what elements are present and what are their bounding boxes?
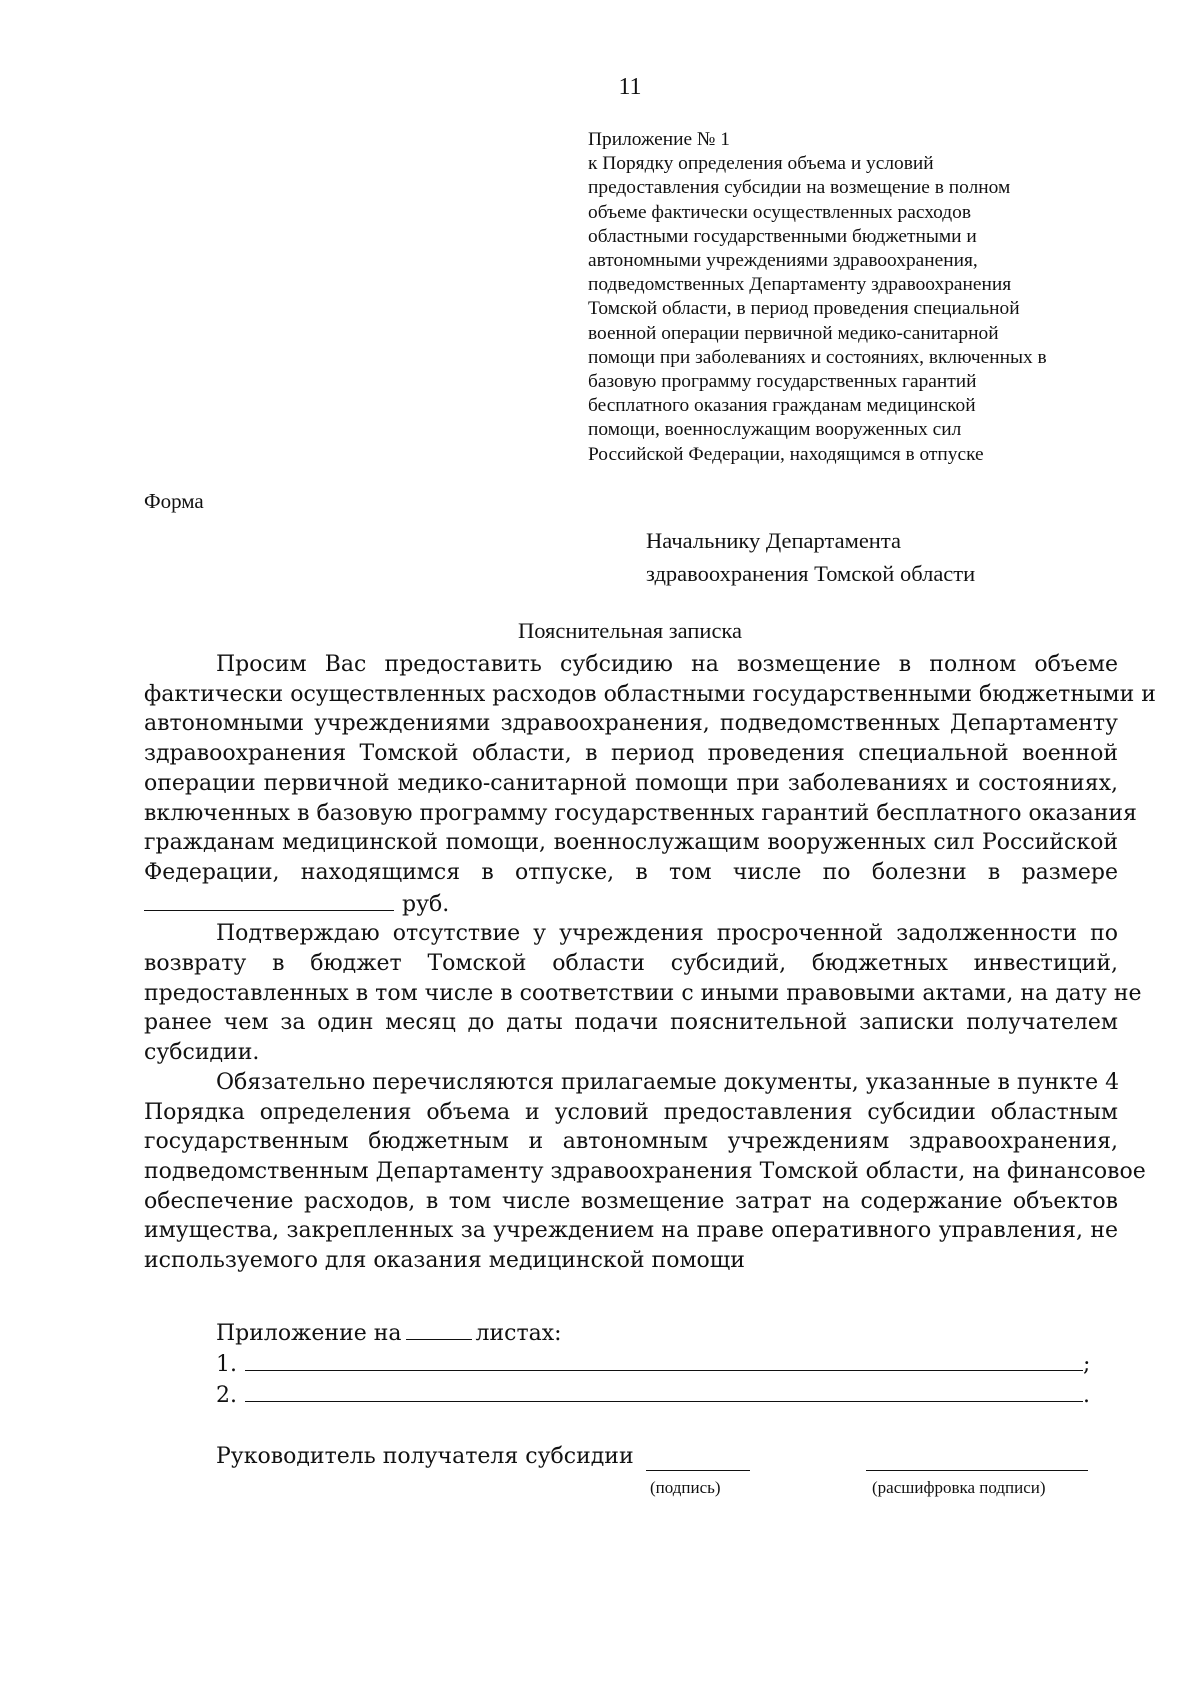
attachment-item-end: ; <box>1083 1352 1091 1377</box>
annex-line: подведомственных Департаменту здравоохранения <box>588 274 1012 296</box>
page-number: 11 <box>618 74 642 100</box>
attachment-item-number: 1. <box>216 1352 237 1377</box>
annex-line: Томской области, в период проведения специальной <box>588 298 1020 320</box>
attachment-item-2 <box>216 1380 1116 1411</box>
text-line: операции первичной медико-санитарной помощи при заболеваниях и состояниях, <box>144 770 1118 796</box>
annex-line: бесплатного оказания гражданам медицинской <box>588 395 976 417</box>
text-line: обеспечение расходов, в том числе возмещение затрат на содержание объектов <box>144 1188 1118 1214</box>
text-line: используемого для оказания медицинской помощи <box>144 1248 745 1274</box>
attachments-sheets-row <box>216 1318 1116 1349</box>
signature-decoding-caption: (расшифровка подписи) <box>872 1478 1046 1497</box>
text-line: возврату в бюджет Томской области субсидий, бюджетных инвестиций, <box>144 951 1118 977</box>
text-line: ранее чем за один месяц до даты подачи пояснительной записки получателем <box>144 1010 1118 1036</box>
signature-caption: (подпись) <box>650 1478 721 1497</box>
attachments-block <box>216 1318 1116 1411</box>
attachment-item-2-blank-field[interactable] <box>245 1381 1083 1402</box>
text-line: гражданам медицинской помощи, военнослужащим вооруженных сил Российской <box>144 830 1118 856</box>
amount-line <box>144 888 1118 920</box>
attachment-item-1-blank-field[interactable] <box>245 1350 1083 1371</box>
paragraph-request <box>144 650 1156 919</box>
annex-line: автономными учреждениями здравоохранения, <box>588 250 978 272</box>
annex-line: помощи при заболеваниях и состояниях, включенных в <box>588 346 1047 368</box>
paragraph-confirmation <box>144 919 1142 1068</box>
annex-line: предоставления субсидии на возмещение в полном <box>588 177 1011 199</box>
attachments-prefix: Приложение на <box>216 1321 402 1346</box>
text-line: подведомственным Департаменту здравоохранения Томской области, на финансовое <box>144 1158 1146 1184</box>
text-line: Подтверждаю отсутствие у учреждения просроченной задолженности по <box>216 921 1118 947</box>
text-line: имущества, закрепленных за учреждением на праве оперативного управления, не <box>144 1218 1118 1244</box>
annex-line: помощи, военнослужащим вооруженных сил <box>588 419 962 441</box>
text-line: государственным бюджетным и автономным учреждениям здравоохранения, <box>144 1129 1118 1155</box>
annex-line: к Порядку определения объема и условий <box>588 153 934 175</box>
annex-line: Российской Федерации, находящимся в отпуске <box>588 443 984 465</box>
text-line: включенных в базовую программу государственных гарантий бесплатного оказания <box>144 800 1137 826</box>
sheets-count-blank-field[interactable] <box>406 1319 472 1340</box>
attachment-item-number: 2. <box>216 1383 237 1408</box>
annex-line: базовую программу государственных гарантий <box>588 371 977 393</box>
text-line: здравоохранения Томской области, в период проведения специальной военной <box>144 741 1118 767</box>
text-line: Просим Вас предоставить субсидию на возмещение в полном объеме <box>216 652 1118 677</box>
text-line: автономными учреждениями здравоохранения, подведомственных Департаменту <box>144 711 1118 737</box>
text-line: субсидии. <box>144 1040 260 1066</box>
attachment-item-end: . <box>1083 1383 1090 1408</box>
paragraph-documents <box>144 1068 1146 1276</box>
text-line: Порядка определения объема и условий предоставления субсидии областным <box>144 1099 1118 1125</box>
form-label: Форма <box>144 489 204 513</box>
attachments-suffix: листах: <box>475 1321 562 1346</box>
text-line: предоставленных в том числе в соответствии с иными правовыми актами, на дату не <box>144 980 1142 1006</box>
annex-header <box>588 128 1128 467</box>
text-line: Обязательно перечисляются прилагаемые документы, указанные в пункте 4 <box>216 1069 1120 1095</box>
annex-line: Приложение № 1 <box>588 129 730 150</box>
document-title: Пояснительная записка <box>517 618 743 643</box>
document-body <box>144 650 1156 1276</box>
addressee-block <box>646 524 975 590</box>
text-line: Федерации, находящимся в отпуске, в том числе по болезни в размере <box>144 859 1118 885</box>
signature-block <box>216 1444 1116 1497</box>
currency-label: руб. <box>402 891 450 917</box>
attachment-item-1 <box>216 1349 1116 1380</box>
annex-line: объеме фактически осуществленных расходов <box>588 201 972 223</box>
amount-blank-field[interactable] <box>144 888 394 911</box>
addressee-line-1: Начальнику Департамента <box>646 528 901 553</box>
annex-line: областными государственными бюджетными и <box>588 225 977 247</box>
annex-line: военной операции первичной медико-санитарной <box>588 322 999 344</box>
signature-decoding-blank-field[interactable] <box>866 1470 1088 1471</box>
signatory-label: Руководитель получателя субсидии <box>216 1444 634 1469</box>
signature-blank-field[interactable] <box>646 1470 750 1471</box>
text-line: фактически осуществленных расходов областными государственными бюджетными и <box>144 681 1156 707</box>
addressee-line-2: здравоохранения Томской области <box>646 561 976 586</box>
